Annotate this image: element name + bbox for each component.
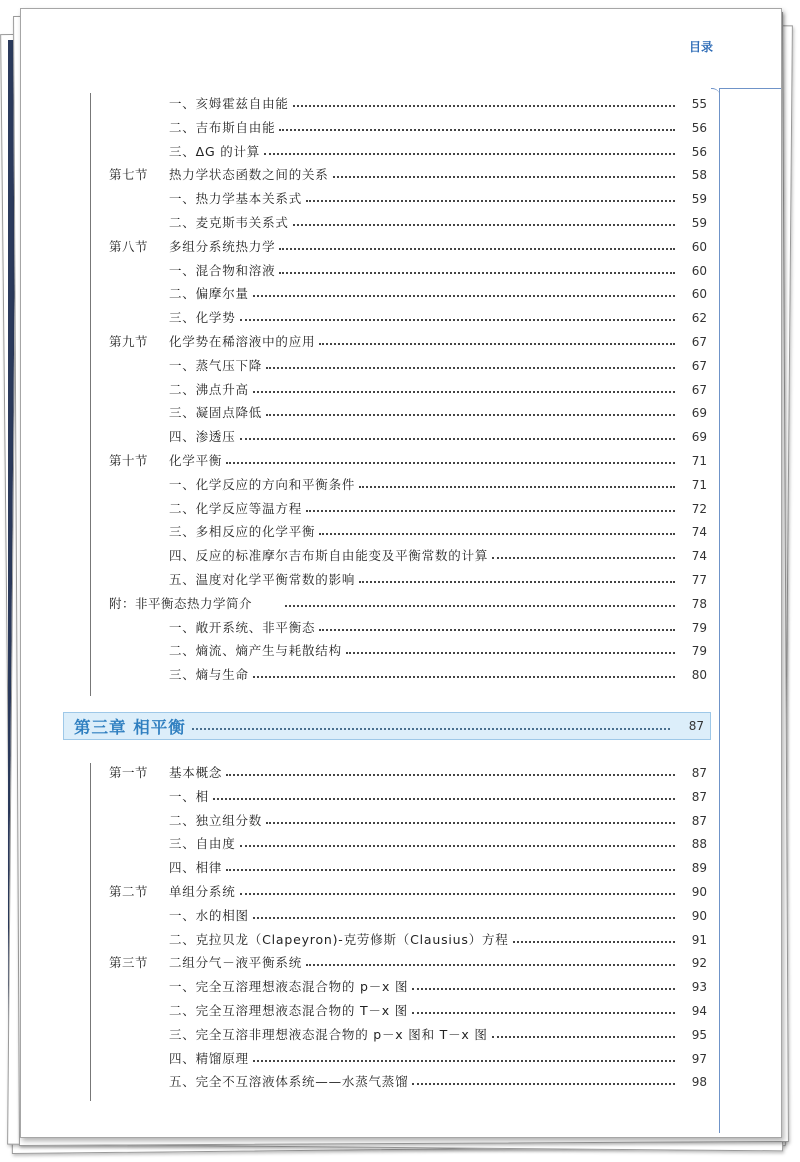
page-number: 79 (691, 644, 707, 659)
toc-entry[interactable] (21, 165, 707, 185)
toc-entry[interactable] (21, 763, 707, 783)
toc-entry[interactable] (21, 308, 707, 328)
entry-title: 二、沸点升高 (169, 381, 249, 397)
entry-title: 二、独立组分数 (169, 812, 263, 828)
page-number: 91 (691, 932, 707, 947)
toc-entry[interactable] (21, 475, 707, 495)
entry-title: 四、相律 (169, 860, 223, 876)
toc-entry[interactable] (21, 1025, 707, 1045)
entry-title: 三、化学势 (169, 310, 236, 326)
entry-title: 三、凝固点降低 (169, 405, 263, 421)
entry-title: 三、ΔG 的计算 (169, 143, 261, 159)
section-label: 第九节 (109, 334, 149, 349)
entry-title: 一、混合物和溶液 (169, 262, 276, 278)
toc-entry[interactable] (21, 403, 707, 423)
toc-entry[interactable] (21, 261, 707, 281)
leader-dots (359, 486, 675, 488)
entry-title: 二、克拉贝龙（Clapeyron)-克劳修斯（Clausius）方程 (169, 931, 509, 947)
page-number: 88 (691, 837, 707, 852)
toc-entry[interactable] (21, 977, 707, 997)
page-number: 93 (691, 980, 707, 995)
leader-dots (253, 917, 675, 919)
page-number: 69 (691, 406, 707, 421)
leader-dots (319, 533, 675, 535)
leader-dots (266, 414, 675, 416)
page-number: 71 (691, 477, 707, 492)
toc-entry[interactable] (21, 594, 707, 614)
leader-dots (226, 774, 675, 776)
entry-title: 一、蒸气压下降 (169, 357, 263, 373)
toc-page (20, 8, 782, 1138)
toc-entry[interactable] (21, 641, 707, 661)
entry-title: 五、完全不互溶液体系统——水蒸气蒸馏 (169, 1074, 409, 1090)
entry-title: 二组分气－液平衡系统 (169, 955, 303, 971)
margin-rule (719, 88, 720, 1133)
leader-dots (253, 1060, 675, 1062)
toc-entry[interactable] (21, 1072, 707, 1092)
toc-entry[interactable] (21, 332, 707, 352)
toc-entry[interactable] (21, 811, 707, 831)
page-number: 58 (691, 168, 707, 183)
chapter-page-number: 87 (688, 719, 704, 733)
toc-entry[interactable] (21, 665, 707, 685)
leader-dots (226, 869, 675, 871)
chapter-heading[interactable] (63, 712, 711, 740)
entry-title: 三、熵与生命 (169, 667, 249, 683)
toc-entry[interactable] (21, 380, 707, 400)
toc-entry[interactable] (21, 499, 707, 519)
toc-entry[interactable] (21, 189, 707, 209)
leader-dots (319, 629, 675, 631)
leader-dots (213, 798, 675, 800)
toc-entry[interactable] (21, 284, 707, 304)
page-number: 77 (691, 573, 707, 587)
leader-dots (240, 438, 675, 440)
entry-title: 一、亥姆霍兹自由能 (169, 96, 289, 111)
leader-dots (306, 200, 675, 202)
page-number: 56 (691, 120, 707, 135)
toc-entry[interactable] (21, 142, 707, 162)
entry-title: 化学平衡 (169, 453, 223, 468)
toc-entry[interactable] (21, 237, 707, 257)
leader-dots (359, 581, 675, 583)
entry-title: 一、相 (169, 788, 209, 804)
leader-dots (412, 1012, 675, 1014)
leader-dots (253, 295, 675, 297)
toc-entry[interactable] (21, 546, 707, 566)
entry-title: 二、麦克斯韦关系式 (169, 215, 289, 230)
entry-title: 四、反应的标准摩尔吉布斯自由能变及平衡常数的计算 (169, 548, 489, 564)
section-label: 第八节 (109, 238, 149, 254)
section-label: 附：非平衡态热力学简介 (109, 595, 253, 611)
toc-entry[interactable] (21, 213, 707, 233)
toc-entry[interactable] (21, 906, 707, 926)
leader-dots (412, 988, 675, 990)
entry-title: 化学势在稀溶液中的应用 (169, 334, 316, 349)
toc-entry[interactable] (21, 618, 707, 638)
toc-entry[interactable] (21, 1001, 707, 1021)
leader-dots (293, 105, 675, 107)
page-number: 97 (691, 1051, 707, 1066)
section-label: 第一节 (109, 765, 149, 780)
leader-dots (279, 248, 675, 250)
section-label: 第十节 (109, 453, 149, 468)
page-header-label: 目录 (689, 40, 714, 54)
entry-title: 二、偏摩尔量 (169, 286, 249, 302)
page-number: 87 (691, 766, 707, 780)
page-number: 87 (691, 789, 707, 804)
entry-title: 一、敞开系统、非平衡态 (169, 619, 316, 635)
entry-title: 三、自由度 (169, 836, 236, 852)
header-rule (719, 88, 781, 89)
entry-title: 五、温度对化学平衡常数的影响 (169, 572, 356, 587)
toc-entry[interactable] (21, 882, 707, 902)
leader-dots (346, 652, 675, 654)
page-number: 78 (691, 596, 707, 611)
page-number: 69 (691, 430, 707, 445)
leader-dots (240, 893, 675, 895)
leader-dots (319, 343, 675, 345)
page-number: 67 (691, 335, 707, 349)
page-number: 71 (691, 454, 707, 468)
page-number: 74 (691, 549, 707, 564)
section-label: 第七节 (109, 167, 149, 183)
leader-dots (513, 941, 675, 943)
leader-dots (492, 557, 675, 559)
entry-title: 二、吉布斯自由能 (169, 119, 276, 135)
toc-entry[interactable] (21, 787, 707, 807)
page-number: 90 (691, 885, 707, 899)
entry-title: 一、热力学基本关系式 (169, 191, 303, 207)
leader-dots (264, 153, 675, 155)
leader-dots (279, 272, 675, 274)
page-number: 79 (691, 620, 707, 635)
page-number: 90 (691, 908, 707, 923)
entry-title: 四、精馏原理 (169, 1050, 249, 1066)
page-number: 56 (691, 144, 707, 159)
toc-entry[interactable] (21, 930, 707, 950)
entry-title: 多组分系统热力学 (169, 238, 276, 254)
toc-entry[interactable] (21, 570, 707, 590)
page-number: 92 (691, 956, 707, 971)
toc-entry[interactable] (21, 451, 707, 471)
leader-dots (293, 224, 675, 226)
entry-title: 二、完全互溶理想液态混合物的 T－x 图 (169, 1003, 408, 1018)
entry-title: 四、渗透压 (169, 429, 236, 445)
toc-entry[interactable] (21, 953, 707, 973)
leader-dots (240, 845, 675, 847)
entry-title: 三、完全互溶非理想液态混合物的 p－x 图和 T－x 图 (169, 1026, 488, 1042)
page-number: 59 (691, 192, 707, 207)
chapter-title: 第三章 相平衡 (74, 718, 186, 737)
entry-title: 一、水的相图 (169, 907, 249, 923)
page-number: 55 (691, 97, 707, 111)
entry-title: 一、化学反应的方向和平衡条件 (169, 476, 356, 492)
chapter-leader-dots (192, 728, 670, 730)
page-number: 95 (691, 1027, 707, 1042)
leader-dots (266, 822, 675, 824)
leader-dots (279, 129, 675, 131)
leader-dots (253, 391, 675, 393)
page-number: 62 (691, 311, 707, 326)
toc-entry[interactable] (21, 1049, 707, 1069)
entry-title: 一、完全互溶理想液态混合物的 p－x 图 (169, 979, 409, 995)
page-number: 98 (691, 1075, 707, 1090)
entry-title: 二、熵流、熵产生与耗散结构 (169, 643, 342, 659)
page-number: 80 (691, 668, 707, 683)
page-number: 60 (691, 287, 707, 302)
entry-title: 二、化学反应等温方程 (169, 500, 303, 516)
leader-dots (306, 510, 675, 512)
page-number: 89 (691, 861, 707, 876)
leader-dots (266, 367, 675, 369)
page-number: 94 (691, 1004, 707, 1018)
entry-title: 基本概念 (169, 765, 223, 780)
leader-dots (253, 676, 675, 678)
toc-entry[interactable] (21, 118, 707, 138)
page-number: 59 (691, 216, 707, 230)
page-number: 60 (691, 263, 707, 278)
toc-entry[interactable] (21, 94, 707, 114)
toc-entry[interactable] (21, 522, 707, 542)
page-number: 67 (691, 382, 707, 397)
entry-title: 单组分系统 (169, 884, 236, 899)
entry-title: 热力学状态函数之间的关系 (169, 167, 329, 183)
page-number: 87 (691, 813, 707, 828)
entry-title: 三、多相反应的化学平衡 (169, 524, 316, 540)
leader-dots (333, 176, 675, 178)
leader-dots (226, 462, 675, 464)
toc-entry[interactable] (21, 834, 707, 854)
toc-entry[interactable] (21, 427, 707, 447)
leader-dots (306, 964, 675, 966)
toc-entry[interactable] (21, 858, 707, 878)
leader-dots (285, 605, 675, 607)
page-number: 74 (691, 525, 707, 540)
section-label: 第三节 (109, 955, 149, 971)
page-number: 72 (691, 501, 707, 516)
leader-dots (412, 1083, 675, 1085)
leader-dots (240, 319, 675, 321)
section-label: 第二节 (109, 884, 149, 899)
page-number: 67 (691, 358, 707, 373)
toc-entry[interactable] (21, 356, 707, 376)
page-number: 60 (691, 239, 707, 254)
leader-dots (492, 1036, 675, 1038)
